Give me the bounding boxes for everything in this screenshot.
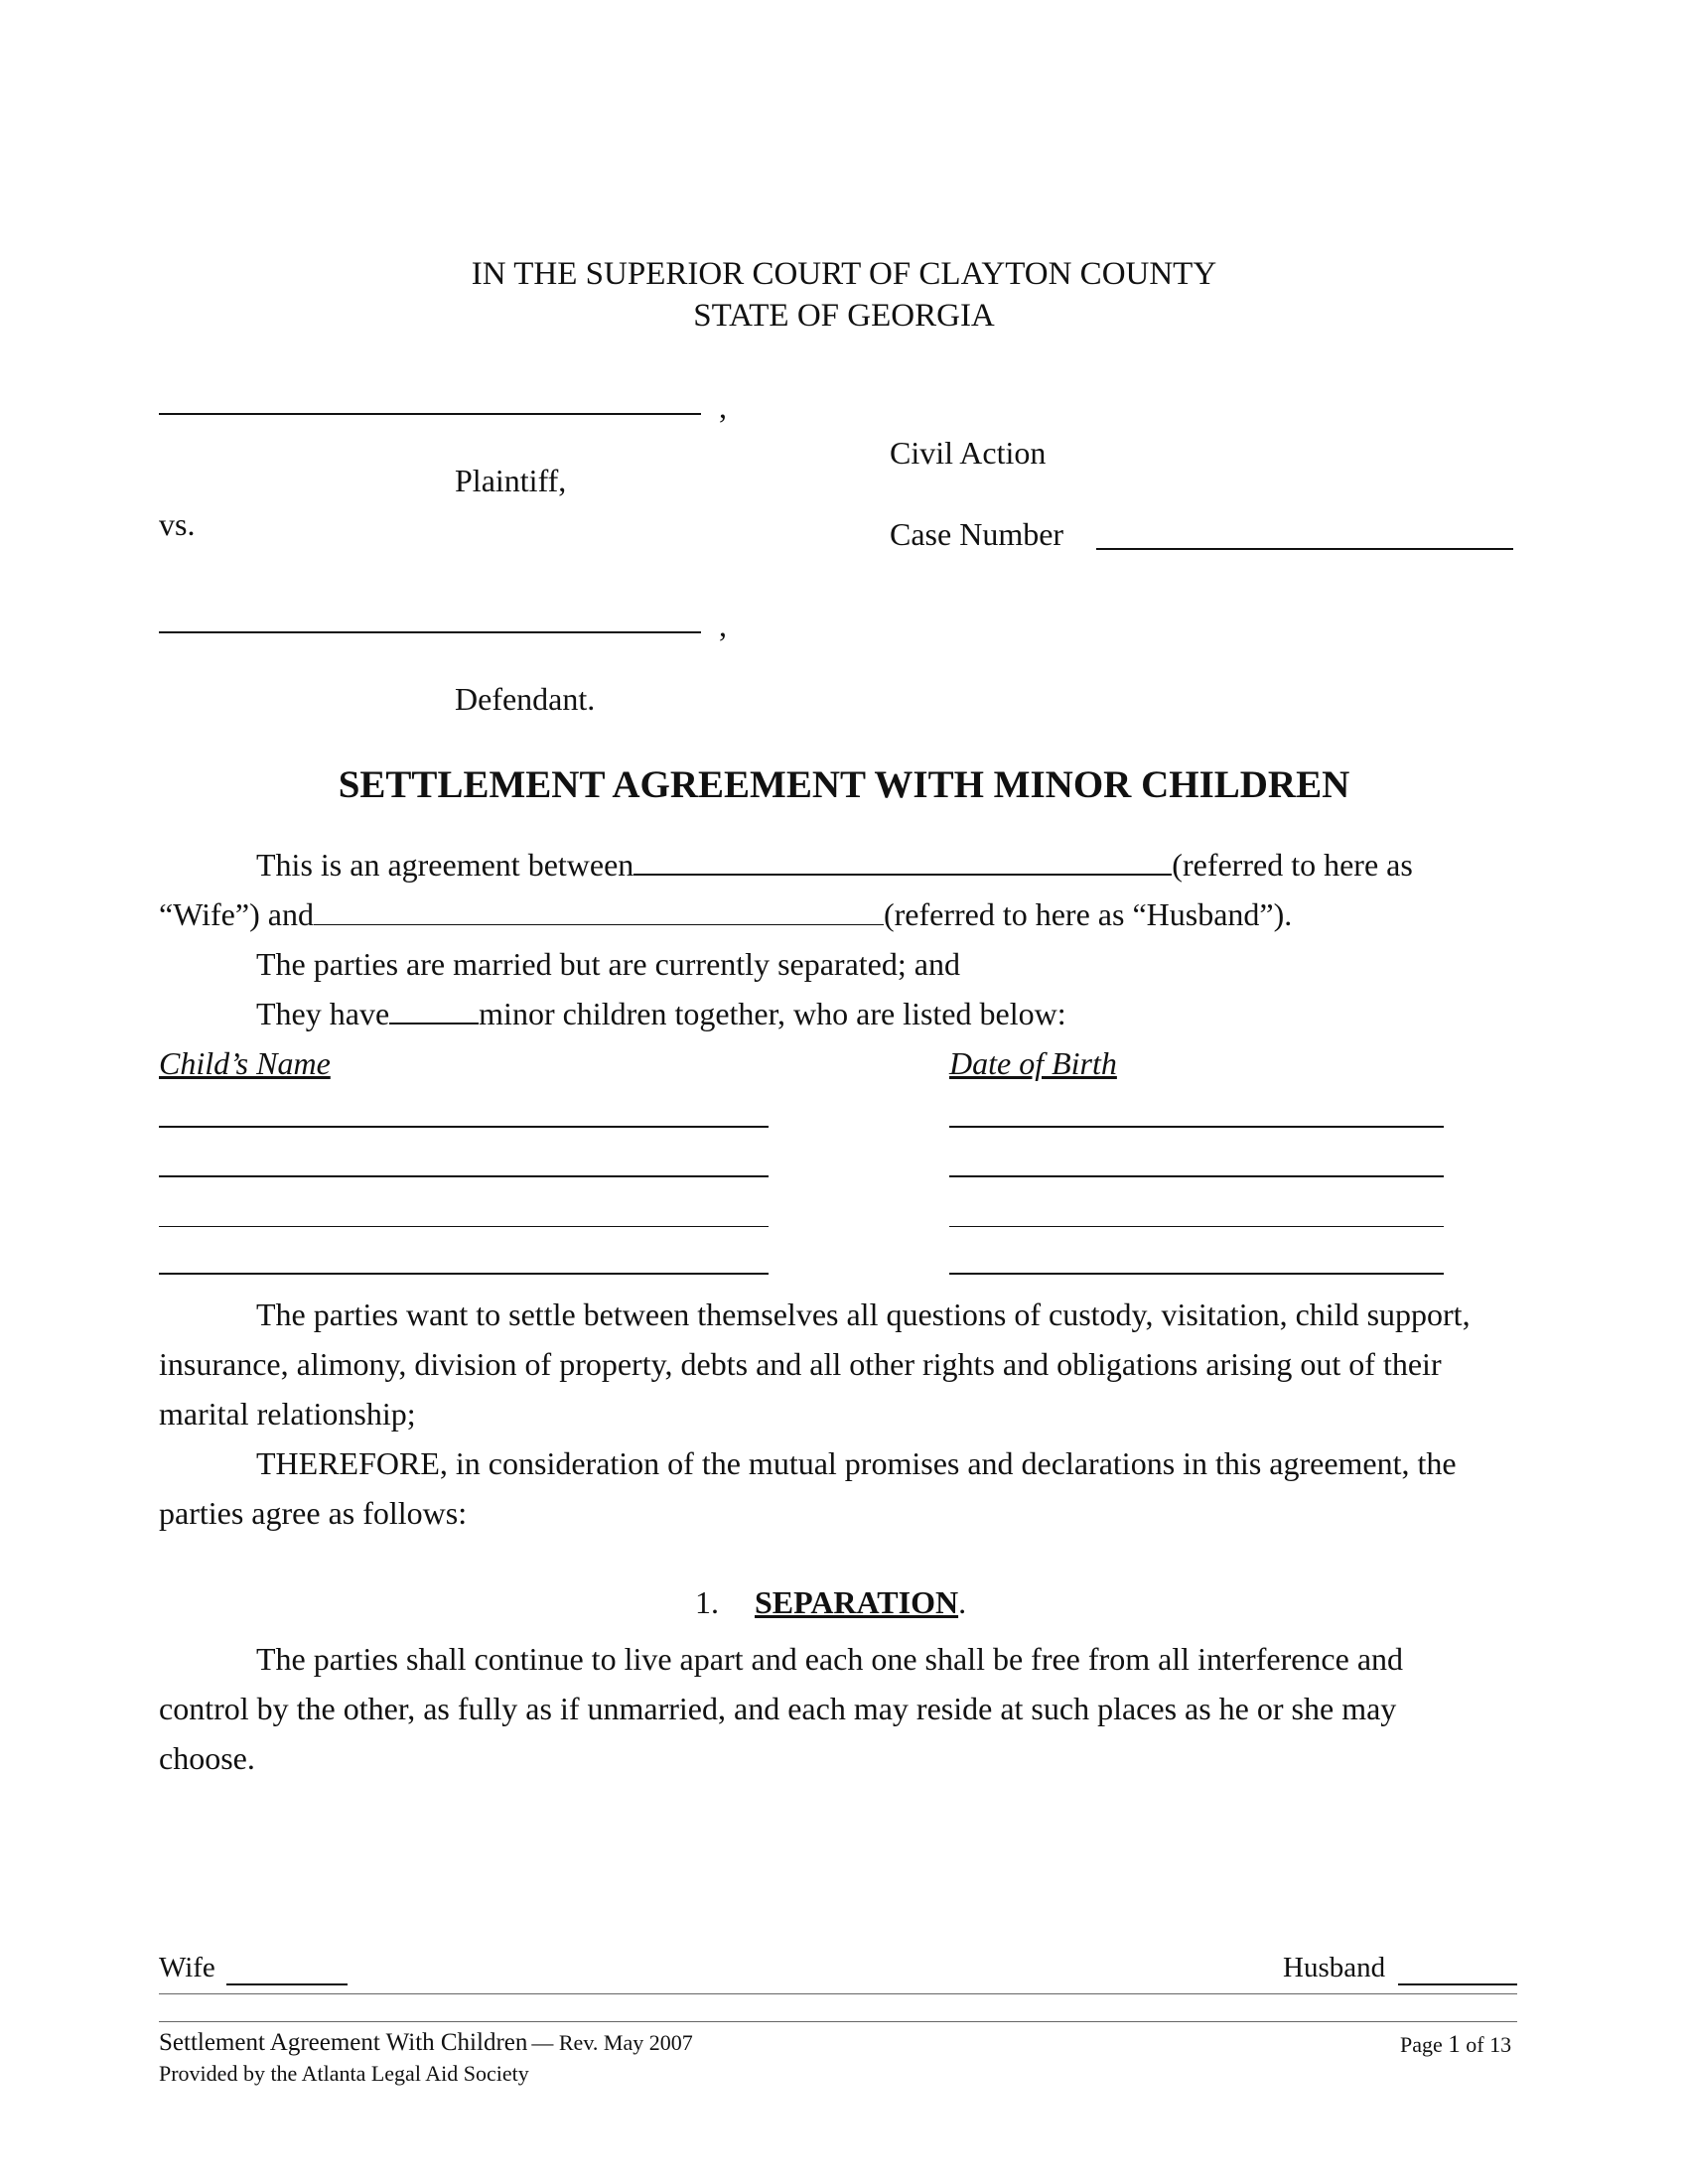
husband-initials-field[interactable]: [1398, 1983, 1517, 1985]
page-current: 1: [1448, 2031, 1461, 2058]
section-1-line-1: The parties shall continue to live apart and each one shall be free from all interference and: [256, 1641, 1404, 1677]
case-number-field[interactable]: [1096, 548, 1513, 550]
defendant-name-field[interactable]: [159, 631, 701, 633]
recital-2-line-1: THEREFORE, in consideration of the mutual promises and declarations in this agreement, the: [256, 1445, 1457, 1481]
intro-line-4-text-b: minor children together, who are listed below:: [479, 996, 1066, 1031]
court-name: IN THE SUPERIOR COURT OF CLAYTON COUNTY: [471, 256, 1217, 292]
wife-initials-label: Wife: [159, 1952, 215, 1983]
recital-2-line-2: parties agree as follows:: [159, 1495, 468, 1531]
plaintiff-label: Plaintiff,: [455, 463, 567, 498]
page-prefix: Page: [1400, 2032, 1443, 2057]
child-4-name-field[interactable]: [159, 1273, 769, 1275]
date-of-birth-header: Date of Birth: [949, 1045, 1117, 1081]
recital-1-line-3: marital relationship;: [159, 1396, 416, 1432]
defendant-comma: ,: [719, 608, 727, 643]
wife-initials-field[interactable]: [226, 1983, 348, 1985]
footer-revision: — Rev. May 2007: [531, 2030, 693, 2055]
intro-line-2-text-a: “Wife”) and: [159, 896, 314, 932]
intro-line-1: [256, 840, 1413, 889]
intro-line-2-text-b: (referred to here as “Husband”).: [883, 896, 1293, 932]
intro-line-1-text-a: This is an agreement between: [256, 847, 634, 883]
recital-1-line-1: The parties want to settle between themselves all questions of custody, visitation, child support,: [256, 1297, 1471, 1332]
section-1-line-2: control by the other, as fully as if unmarried, and each may reside at such places as he or she may: [159, 1691, 1397, 1726]
plaintiff-name-field[interactable]: [159, 413, 701, 415]
footer-rule-bottom: [159, 2021, 1517, 2022]
child-3-dob-field[interactable]: [949, 1226, 1444, 1227]
case-number-label: Case Number: [890, 516, 1064, 552]
number-of-children-field[interactable]: [389, 993, 479, 1024]
section-1-period: .: [958, 1584, 967, 1620]
intro-line-4-text-a: They have: [256, 996, 390, 1031]
defendant-label: Defendant.: [455, 681, 596, 717]
section-1-line-3: choose.: [159, 1740, 255, 1776]
section-1-number: 1.: [695, 1584, 719, 1620]
intro-line-3: The parties are married but are currently separated; and: [256, 946, 960, 982]
intro-line-4: [256, 989, 1066, 1038]
plaintiff-comma: ,: [719, 389, 727, 425]
civil-action-label: Civil Action: [890, 435, 1047, 471]
footer-provider: Provided by the Atlanta Legal Aid Society: [159, 2061, 529, 2086]
court-state: STATE OF GEORGIA: [693, 298, 995, 334]
document-title: SETTLEMENT AGREEMENT WITH MINOR CHILDREN: [338, 763, 1350, 806]
child-1-name-field[interactable]: [159, 1126, 769, 1128]
footer-doc-title: Settlement Agreement With Children: [159, 2029, 528, 2056]
wife-name-field[interactable]: [633, 844, 1172, 876]
footer-doc-info: [159, 2029, 693, 2057]
child-3-name-field[interactable]: [159, 1226, 769, 1227]
intro-line-2: [159, 889, 1292, 939]
childs-name-header: Child’s Name: [159, 1045, 331, 1081]
footer-page-number: [1400, 2031, 1511, 2059]
page-suffix: of 13: [1466, 2032, 1512, 2057]
child-2-name-field[interactable]: [159, 1175, 769, 1177]
child-1-dob-field[interactable]: [949, 1126, 1444, 1128]
intro-line-1-text-b: (referred to here as: [1172, 847, 1413, 883]
husband-initials-label: Husband: [1283, 1952, 1386, 1983]
section-1-heading: [695, 1584, 966, 1621]
child-4-dob-field[interactable]: [949, 1273, 1444, 1275]
section-1-title: SEPARATION: [755, 1584, 959, 1620]
child-2-dob-field[interactable]: [949, 1175, 1444, 1177]
recital-1-line-2: insurance, alimony, division of property, debts and all other rights and obligations arising out of their: [159, 1346, 1442, 1382]
vs-label: vs.: [159, 506, 196, 542]
footer-rule-top: [159, 1993, 1517, 1994]
husband-name-field[interactable]: [314, 894, 884, 925]
